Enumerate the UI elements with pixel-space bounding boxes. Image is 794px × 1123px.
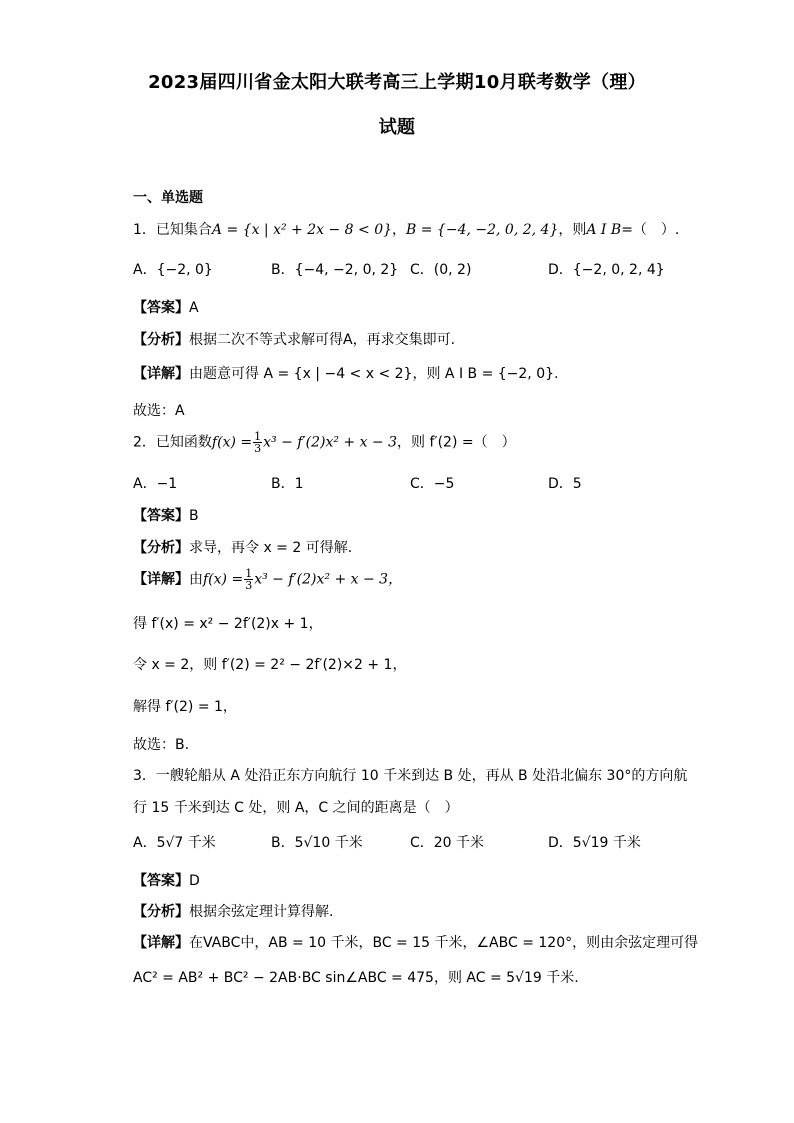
q2-analysis-text: 求导，再令 x = 2 可得解.	[189, 540, 353, 556]
q2-step-solve: 解得 f′(2) = 1，	[133, 699, 237, 715]
q1-option-c: C．(0, 2)	[410, 262, 472, 278]
q2-function-lhs: f(x) =	[211, 434, 253, 451]
analysis-tag: 【分析】	[133, 540, 189, 556]
q2-stem-end: ，则 f′(2) =（ ）	[397, 434, 516, 451]
q2-option-c: C．−5	[410, 476, 455, 492]
document-title: 2023届四川省金太阳大联考高三上学期10月联考数学（理）	[148, 72, 646, 93]
q1-stem	[133, 219, 679, 239]
detail-tag: 【详解】	[133, 935, 189, 951]
q3-analysis	[133, 901, 333, 921]
detail-tag: 【详解】	[133, 366, 189, 382]
q2-option-d: D．5	[548, 476, 582, 492]
q1-option-d: D．{−2, 0, 2, 4}	[548, 262, 665, 278]
q3-detail-line2: AC² = AB² + BC² − 2AB·BC sin∠ABC = 475，则 AC = 5√19 千米.	[133, 970, 579, 986]
q3-option-c: C．20 千米	[410, 835, 485, 851]
answer-tag: 【答案】	[133, 508, 189, 524]
q2-answer	[133, 505, 199, 525]
detail-tag: 【详解】	[133, 571, 189, 588]
q2-step-derivative: 得 f′(x) = x² − 2f′(2)x + 1，	[133, 616, 323, 632]
q1-set-b: B = {−4, −2, 0, 2, 4}	[406, 222, 559, 238]
fraction-numerator: 1	[245, 567, 253, 580]
section-heading: 一、单选题	[133, 190, 203, 206]
q1-set-a: A = {x | x² + 2x − 8 < 0}	[211, 222, 393, 238]
fraction-denominator: 3	[254, 442, 262, 455]
q2-stem-text: 2．已知函数	[133, 434, 212, 451]
q1-detail-text: 由题意可得 A = {x | −4 < x < 2}，则 A I B = {−2, 0}.	[189, 366, 559, 382]
q2-option-a: A．−1	[133, 476, 178, 492]
q1-expression: A I B	[586, 222, 622, 238]
q1-option-b: B．{−4, −2, 0, 2}	[271, 262, 399, 278]
analysis-tag: 【分析】	[133, 904, 189, 920]
q3-option-d: D．5√19 千米	[548, 835, 641, 851]
answer-tag: 【答案】	[133, 300, 189, 316]
q3-detail-text: 在VABC中，AB = 10 千米，BC = 15 千米，∠ABC = 120°，则由余弦定理可得	[189, 935, 699, 951]
q1-stem-mid: ，则	[558, 222, 587, 238]
q2-choose: 故选：B.	[133, 737, 190, 753]
q2-analysis	[133, 537, 352, 557]
document-title-continued: 试题	[378, 117, 416, 138]
q2-answer-value: B	[189, 508, 199, 524]
q3-analysis-text: 根据余弦定理计算得解.	[189, 904, 334, 920]
q3-answer	[133, 870, 200, 890]
q3-detail	[133, 932, 698, 952]
q2-detail-text: 由	[189, 571, 203, 588]
q2-function-rhs: x³ − f′(2)x² + x − 3	[263, 434, 398, 451]
fraction-numerator: 1	[254, 430, 262, 443]
q2-step-substitute: 令 x = 2，则 f′(2) = 2² − 2f′(2)×2 + 1，	[133, 657, 407, 673]
q1-answer	[133, 297, 199, 317]
fraction-denominator: 3	[245, 579, 253, 592]
q3-option-a: A．5√7 千米	[133, 835, 216, 851]
q3-answer-value: D	[189, 873, 200, 889]
q2-fraction	[253, 431, 262, 454]
q1-answer-value: A	[189, 300, 199, 316]
q1-choose: 故选：A	[133, 403, 185, 419]
q2-stem	[133, 431, 516, 454]
q1-stem-end: =（ ）.	[621, 222, 680, 238]
answer-tag: 【答案】	[133, 873, 189, 889]
q1-stem-text: 1．已知集合	[133, 222, 212, 238]
q1-analysis-text: 根据二次不等式求解可得A，再求交集即可.	[189, 332, 456, 348]
q1-detail	[133, 363, 558, 383]
q1-separator: ，	[392, 222, 407, 238]
q3-stem-line2: 行 15 千米到达 C 处，则 A，C 之间的距离是（ ）	[133, 800, 459, 816]
analysis-tag: 【分析】	[133, 332, 189, 348]
q3-option-b: B．5√10 千米	[271, 835, 363, 851]
q2-option-b: B．1	[271, 476, 304, 492]
q2-detail-rhs: x³ − f′(2)x² + x − 3，	[254, 571, 403, 588]
q1-analysis	[133, 329, 455, 349]
q2-detail	[133, 568, 402, 591]
q1-option-a: A．{−2, 0}	[133, 262, 213, 278]
q2-detail-lhs: f(x) =	[203, 571, 244, 588]
q2-detail-fraction	[244, 568, 253, 591]
q3-stem-line1: 3．一艘轮船从 A 处沿正东方向航行 10 千米到达 B 处，再从 B 处沿北偏东 30°的方向航	[133, 768, 688, 784]
